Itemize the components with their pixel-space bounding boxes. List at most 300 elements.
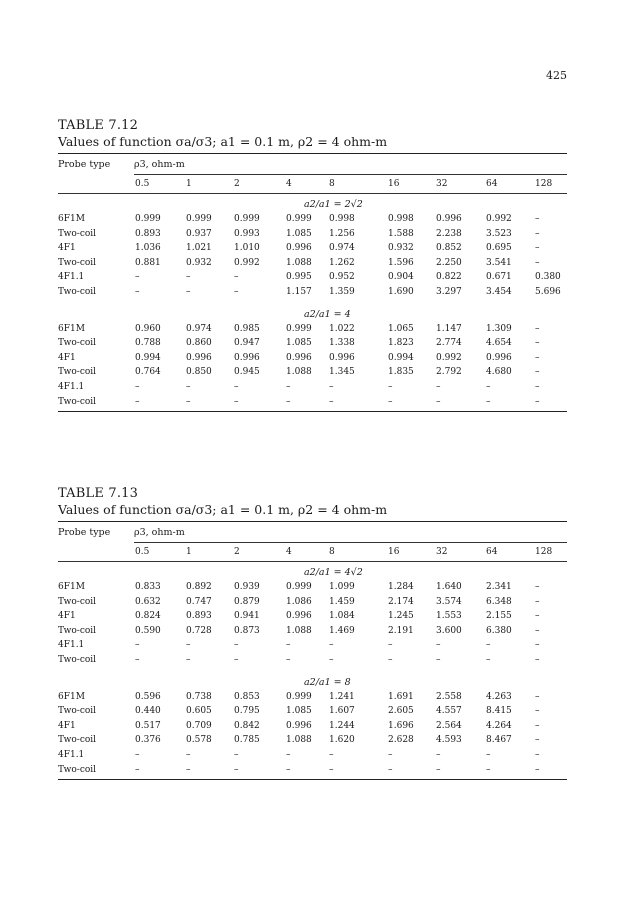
- table-cell: –: [535, 691, 540, 702]
- table-cell: –: [286, 640, 291, 651]
- table-cell: –: [135, 654, 140, 665]
- table-cell: 4.264: [486, 720, 512, 731]
- table-row: [58, 380, 567, 395]
- bottom-rule: [58, 779, 567, 780]
- row-label: 4F1.1: [58, 272, 85, 283]
- table-cell: 1.835: [388, 367, 414, 378]
- table-cell: –: [486, 396, 491, 407]
- row-label: 4F1.1: [58, 381, 85, 392]
- table-cell: 0.892: [186, 582, 212, 592]
- table-cell: 0.632: [135, 596, 161, 607]
- table-cell: –: [234, 764, 239, 775]
- header-row: [58, 154, 567, 174]
- table-cell: 0.999: [286, 582, 312, 592]
- table-cell: 2.341: [486, 582, 512, 592]
- table-cell: –: [388, 749, 393, 760]
- table-cell: –: [135, 749, 140, 760]
- table-cell: 6.380: [486, 625, 512, 636]
- table-cell: 0.974: [186, 323, 212, 334]
- table-cell: 0.904: [388, 272, 414, 283]
- table-row: [58, 653, 567, 668]
- table-cell: –: [234, 640, 239, 651]
- column-header: 1: [186, 179, 192, 189]
- row-label: Two-coil: [58, 596, 97, 607]
- table-cell: –: [535, 338, 540, 349]
- table-cell: –: [186, 396, 191, 407]
- table-cell: –: [486, 749, 491, 760]
- table-cell: –: [135, 396, 140, 407]
- table-row: [58, 638, 567, 653]
- table-cell: –: [436, 749, 441, 760]
- rho-units-header: ρ3, ohm-m: [134, 526, 185, 538]
- table-cell: 0.873: [234, 625, 260, 636]
- column-header: 0.5: [135, 547, 150, 557]
- table-cell: 0.996: [186, 352, 212, 363]
- table-cell: –: [535, 654, 540, 665]
- table-cell: –: [535, 582, 540, 592]
- table-row: [58, 212, 567, 227]
- table-cell: 4.263: [486, 691, 512, 702]
- table-cell: –: [535, 367, 540, 378]
- table-row: [58, 719, 567, 734]
- table-cell: –: [286, 396, 291, 407]
- column-header: 32: [436, 179, 448, 189]
- row-label: Two-coil: [58, 367, 97, 378]
- table-cell: –: [234, 286, 239, 297]
- table-cell: –: [388, 654, 393, 665]
- table-cell: 1.823: [388, 338, 414, 349]
- table-cell: 1.607: [329, 706, 355, 717]
- table-cell: 0.992: [436, 352, 462, 363]
- table-cell: 0.999: [135, 214, 161, 224]
- table-cell: –: [535, 720, 540, 731]
- table-row: [58, 733, 567, 748]
- row-label: Two-coil: [58, 625, 97, 636]
- column-header: 0.5: [135, 179, 150, 189]
- table-cell: –: [135, 764, 140, 775]
- table-cell: –: [329, 640, 334, 651]
- header-bottom-rule: [58, 561, 567, 562]
- table-cell: 2.774: [436, 338, 462, 349]
- table-cell: –: [535, 749, 540, 760]
- table-cell: 0.788: [135, 338, 161, 349]
- table-cell: 0.822: [436, 272, 462, 283]
- table-cell: 0.947: [234, 338, 260, 349]
- column-header: 64: [486, 179, 498, 189]
- table-cell: 0.850: [186, 367, 212, 378]
- table-cell: –: [329, 396, 334, 407]
- table-cell: –: [436, 654, 441, 665]
- table-cell: 3.541: [486, 257, 512, 268]
- table-cell: 3.600: [436, 625, 462, 636]
- table-row: [58, 351, 567, 366]
- table-row: [58, 580, 567, 595]
- table-cell: 2.628: [388, 735, 414, 746]
- table-cell: 0.596: [135, 691, 161, 702]
- column-header: 16: [388, 547, 400, 557]
- table-cell: 1.021: [186, 243, 212, 254]
- table-cell: –: [388, 764, 393, 775]
- header-bottom-rule: [58, 193, 567, 194]
- table-cell: –: [486, 654, 491, 665]
- table-cell: –: [535, 596, 540, 607]
- table-cell: 1.065: [388, 323, 414, 334]
- table-cell: –: [535, 764, 540, 775]
- table-cell: –: [535, 243, 540, 254]
- table-cell: 0.937: [186, 228, 212, 239]
- row-label: Two-coil: [58, 654, 97, 665]
- table-cell: 1.469: [329, 625, 355, 636]
- table-7-13: [58, 486, 567, 780]
- rho-units-header: ρ3, ohm-m: [134, 158, 185, 170]
- table-title: TABLE 7.13: [58, 486, 139, 501]
- table-cell: 0.932: [388, 243, 414, 254]
- table-cell: 0.728: [186, 625, 212, 636]
- table-cell: 0.517: [135, 720, 161, 731]
- table-cell: 0.996: [286, 611, 312, 622]
- table-cell: 0.996: [329, 352, 355, 363]
- table-cell: 0.996: [486, 352, 512, 363]
- table-cell: –: [234, 396, 239, 407]
- table-cell: 1.256: [329, 228, 355, 239]
- table-cell: –: [286, 654, 291, 665]
- table-cell: 1.459: [329, 596, 355, 607]
- ratio-subheading: [58, 564, 567, 580]
- table-row: [58, 748, 567, 763]
- table-cell: –: [186, 764, 191, 775]
- table-cell: –: [186, 272, 191, 283]
- table-caption: Values of function σa/σ3; a1 = 0.1 m, ρ2 = 4 ohm-m: [58, 502, 388, 517]
- table-cell: 0.999: [234, 214, 260, 224]
- row-label: Two-coil: [58, 706, 97, 717]
- table-cell: –: [234, 381, 239, 392]
- table-cell: 0.893: [135, 228, 161, 239]
- table-cell: 0.376: [135, 735, 161, 746]
- table-cell: 0.795: [234, 706, 260, 717]
- table-cell: 0.994: [388, 352, 414, 363]
- table-cell: –: [535, 257, 540, 268]
- table-cell: –: [388, 381, 393, 392]
- table-row: [58, 336, 567, 351]
- table-cell: –: [329, 749, 334, 760]
- table-cell: 1.088: [286, 367, 312, 378]
- header-row: [58, 522, 567, 542]
- bottom-rule: [58, 411, 567, 412]
- table-cell: 0.941: [234, 611, 260, 622]
- column-header: 2: [234, 547, 240, 557]
- row-label: 4F1: [58, 611, 76, 622]
- table-cell: 1.262: [329, 257, 355, 268]
- table-cell: –: [535, 323, 540, 334]
- table-cell: 2.792: [436, 367, 462, 378]
- table-cell: 2.174: [388, 596, 414, 607]
- table-row: [58, 595, 567, 610]
- column-header: 16: [388, 179, 400, 189]
- ratio-label: a2/a1 = 4√2: [304, 567, 363, 578]
- table-cell: 1.088: [286, 625, 312, 636]
- column-header-row: [58, 175, 567, 193]
- table-cell: 2.155: [486, 611, 512, 622]
- table-cell: 0.992: [234, 257, 260, 268]
- table-cell: 0.860: [186, 338, 212, 349]
- table-row: [58, 285, 567, 300]
- column-header: 32: [436, 547, 448, 557]
- table-cell: 0.824: [135, 611, 161, 622]
- table-cell: –: [186, 749, 191, 760]
- table-cell: 1.157: [286, 286, 312, 297]
- table-cell: –: [436, 396, 441, 407]
- row-label: 6F1M: [58, 582, 85, 592]
- table-cell: –: [486, 381, 491, 392]
- table-cell: 4.680: [486, 367, 512, 378]
- table-cell: –: [436, 381, 441, 392]
- table-cell: 0.999: [286, 214, 312, 224]
- row-label: 6F1M: [58, 323, 85, 334]
- table-cell: 0.380: [535, 272, 561, 283]
- row-label: Two-coil: [58, 735, 97, 746]
- table-cell: 0.996: [286, 720, 312, 731]
- table-cell: –: [286, 764, 291, 775]
- table-cell: 0.590: [135, 625, 161, 636]
- table-cell: 0.852: [436, 243, 462, 254]
- column-header: 4: [286, 547, 292, 557]
- table-cell: –: [388, 396, 393, 407]
- table-cell: 1.696: [388, 720, 414, 731]
- table-row: [58, 609, 567, 624]
- table-cell: 0.996: [436, 214, 462, 224]
- row-label: 4F1.1: [58, 749, 85, 760]
- table-cell: –: [535, 735, 540, 746]
- table-7-12: [58, 118, 567, 412]
- table-cell: 1.088: [286, 735, 312, 746]
- table-cell: 1.596: [388, 257, 414, 268]
- column-header: 128: [535, 547, 553, 557]
- column-header: 8: [329, 179, 335, 189]
- table-cell: –: [486, 764, 491, 775]
- table-cell: 4.654: [486, 338, 512, 349]
- table-cell: 3.523: [486, 228, 512, 239]
- table-row: [58, 270, 567, 285]
- table-title: TABLE 7.12: [58, 118, 139, 133]
- table-cell: 4.593: [436, 735, 462, 746]
- table-cell: –: [186, 640, 191, 651]
- table-cell: 2.605: [388, 706, 414, 717]
- row-label: 6F1M: [58, 691, 85, 702]
- table-cell: 0.995: [286, 272, 312, 283]
- probe-type-header: Probe type: [58, 526, 111, 538]
- table-cell: –: [329, 764, 334, 775]
- table-cell: 5.696: [535, 286, 561, 297]
- ratio-label: a2/a1 = 2√2: [304, 199, 363, 210]
- table-cell: 0.605: [186, 706, 212, 717]
- table-cell: 1.588: [388, 228, 414, 239]
- table-cell: 0.999: [186, 214, 212, 224]
- table-cell: –: [135, 640, 140, 651]
- table-cell: 0.939: [234, 582, 260, 592]
- table-cell: –: [535, 396, 540, 407]
- table-cell: 1.691: [388, 691, 414, 702]
- table-cell: 1.036: [135, 243, 161, 254]
- table-cell: –: [486, 640, 491, 651]
- table-cell: 0.996: [286, 243, 312, 254]
- table-cell: –: [535, 228, 540, 239]
- table-row: [58, 395, 567, 410]
- row-label: Two-coil: [58, 286, 97, 297]
- table-cell: 0.996: [234, 352, 260, 363]
- table-row: [58, 322, 567, 337]
- table-cell: 1.244: [329, 720, 355, 731]
- column-header: 4: [286, 179, 292, 189]
- row-label: 4F1.1: [58, 640, 85, 651]
- row-label: 4F1: [58, 720, 76, 731]
- table-row: [58, 227, 567, 242]
- column-header-row: [58, 543, 567, 561]
- table-cell: 2.558: [436, 691, 462, 702]
- table-cell: 0.881: [135, 257, 161, 268]
- table-cell: 0.785: [234, 735, 260, 746]
- table-cell: 4.557: [436, 706, 462, 717]
- table-cell: 0.440: [135, 706, 161, 717]
- table-row: [58, 241, 567, 256]
- table-cell: 0.996: [286, 352, 312, 363]
- table-cell: –: [186, 654, 191, 665]
- table-cell: –: [535, 625, 540, 636]
- table-cell: 2.191: [388, 625, 414, 636]
- table-cell: –: [234, 749, 239, 760]
- table-cell: 0.960: [135, 323, 161, 334]
- column-header: 2: [234, 179, 240, 189]
- table-cell: –: [535, 381, 540, 392]
- table-cell: –: [535, 214, 540, 224]
- ratio-label: a2/a1 = 8: [304, 676, 351, 688]
- page-number: 425: [546, 69, 567, 82]
- table-cell: –: [234, 654, 239, 665]
- ratio-subheading: [58, 306, 567, 322]
- column-header: 8: [329, 547, 335, 557]
- table-cell: 0.879: [234, 596, 260, 607]
- table-cell: 3.574: [436, 596, 462, 607]
- table-cell: 0.764: [135, 367, 161, 378]
- table-caption: Values of function σa/σ3; a1 = 0.1 m, ρ2 = 4 ohm-m: [58, 134, 388, 149]
- table-cell: 1.553: [436, 611, 462, 622]
- table-cell: 0.998: [329, 214, 355, 224]
- table-cell: 1.338: [329, 338, 355, 349]
- table-cell: 1.085: [286, 706, 312, 717]
- table-cell: 0.695: [486, 243, 512, 254]
- table-cell: 8.467: [486, 735, 512, 746]
- table-cell: 0.952: [329, 272, 355, 283]
- table-cell: 0.709: [186, 720, 212, 731]
- table-cell: 1.640: [436, 582, 462, 592]
- table-cell: 1.690: [388, 286, 414, 297]
- table-cell: –: [135, 272, 140, 283]
- table-cell: 1.085: [286, 228, 312, 239]
- table-cell: 3.454: [486, 286, 512, 297]
- table-cell: 0.994: [135, 352, 161, 363]
- table-cell: 1.099: [329, 582, 355, 592]
- table-cell: 2.564: [436, 720, 462, 731]
- table-cell: 2.238: [436, 228, 462, 239]
- table-cell: –: [535, 352, 540, 363]
- table-cell: 1.010: [234, 243, 260, 254]
- row-label: Two-coil: [58, 338, 97, 349]
- table-cell: –: [286, 749, 291, 760]
- table-cell: 0.945: [234, 367, 260, 378]
- ratio-label: a2/a1 = 4: [304, 308, 351, 320]
- table-cell: 1.088: [286, 257, 312, 268]
- table-cell: 1.620: [329, 735, 355, 746]
- table-cell: –: [535, 611, 540, 622]
- table-cell: 0.974: [329, 243, 355, 254]
- row-label: 4F1: [58, 243, 76, 254]
- table-row: [58, 704, 567, 719]
- table-cell: –: [535, 640, 540, 651]
- table-cell: 6.348: [486, 596, 512, 607]
- table-cell: 1.084: [329, 611, 355, 622]
- table-cell: 1.345: [329, 367, 355, 378]
- table-row: [58, 763, 567, 778]
- table-cell: –: [388, 640, 393, 651]
- row-label: Two-coil: [58, 228, 97, 239]
- table-cell: 0.999: [286, 691, 312, 702]
- table-cell: 8.415: [486, 706, 512, 717]
- column-header: 64: [486, 547, 498, 557]
- table-cell: –: [186, 286, 191, 297]
- table-cell: 1.359: [329, 286, 355, 297]
- table-cell: 0.853: [234, 691, 260, 702]
- row-label: 6F1M: [58, 214, 85, 224]
- table-cell: –: [329, 654, 334, 665]
- table-cell: 0.893: [186, 611, 212, 622]
- table-row: [58, 365, 567, 380]
- table-cell: –: [286, 381, 291, 392]
- table-cell: 0.999: [286, 323, 312, 334]
- table-cell: 1.309: [486, 323, 512, 334]
- table-cell: –: [135, 381, 140, 392]
- table-cell: –: [186, 381, 191, 392]
- column-header: 128: [535, 179, 553, 189]
- table-cell: –: [135, 286, 140, 297]
- table-cell: 0.993: [234, 228, 260, 239]
- table-cell: 0.998: [388, 214, 414, 224]
- table-cell: 0.992: [486, 214, 512, 224]
- table-cell: 0.671: [486, 272, 512, 283]
- table-row: [58, 690, 567, 705]
- ratio-subheading: [58, 674, 567, 690]
- table-row: [58, 256, 567, 271]
- table-cell: 0.932: [186, 257, 212, 268]
- table-cell: 0.738: [186, 691, 212, 702]
- table-cell: –: [234, 272, 239, 283]
- table-cell: 1.147: [436, 323, 462, 334]
- table-cell: 1.022: [329, 323, 355, 334]
- row-label: Two-coil: [58, 764, 97, 775]
- table-cell: 1.085: [286, 338, 312, 349]
- row-label: Two-coil: [58, 257, 97, 268]
- ratio-subheading: [58, 196, 567, 212]
- table-cell: –: [436, 640, 441, 651]
- table-cell: 0.747: [186, 596, 212, 607]
- table-cell: 1.086: [286, 596, 312, 607]
- probe-type-header: Probe type: [58, 158, 111, 170]
- table-cell: 2.250: [436, 257, 462, 268]
- table-cell: –: [436, 764, 441, 775]
- table-cell: 0.833: [135, 582, 161, 592]
- table-cell: 1.241: [329, 691, 355, 702]
- table-cell: 0.842: [234, 720, 260, 731]
- table-cell: –: [329, 381, 334, 392]
- table-cell: 1.284: [388, 582, 414, 592]
